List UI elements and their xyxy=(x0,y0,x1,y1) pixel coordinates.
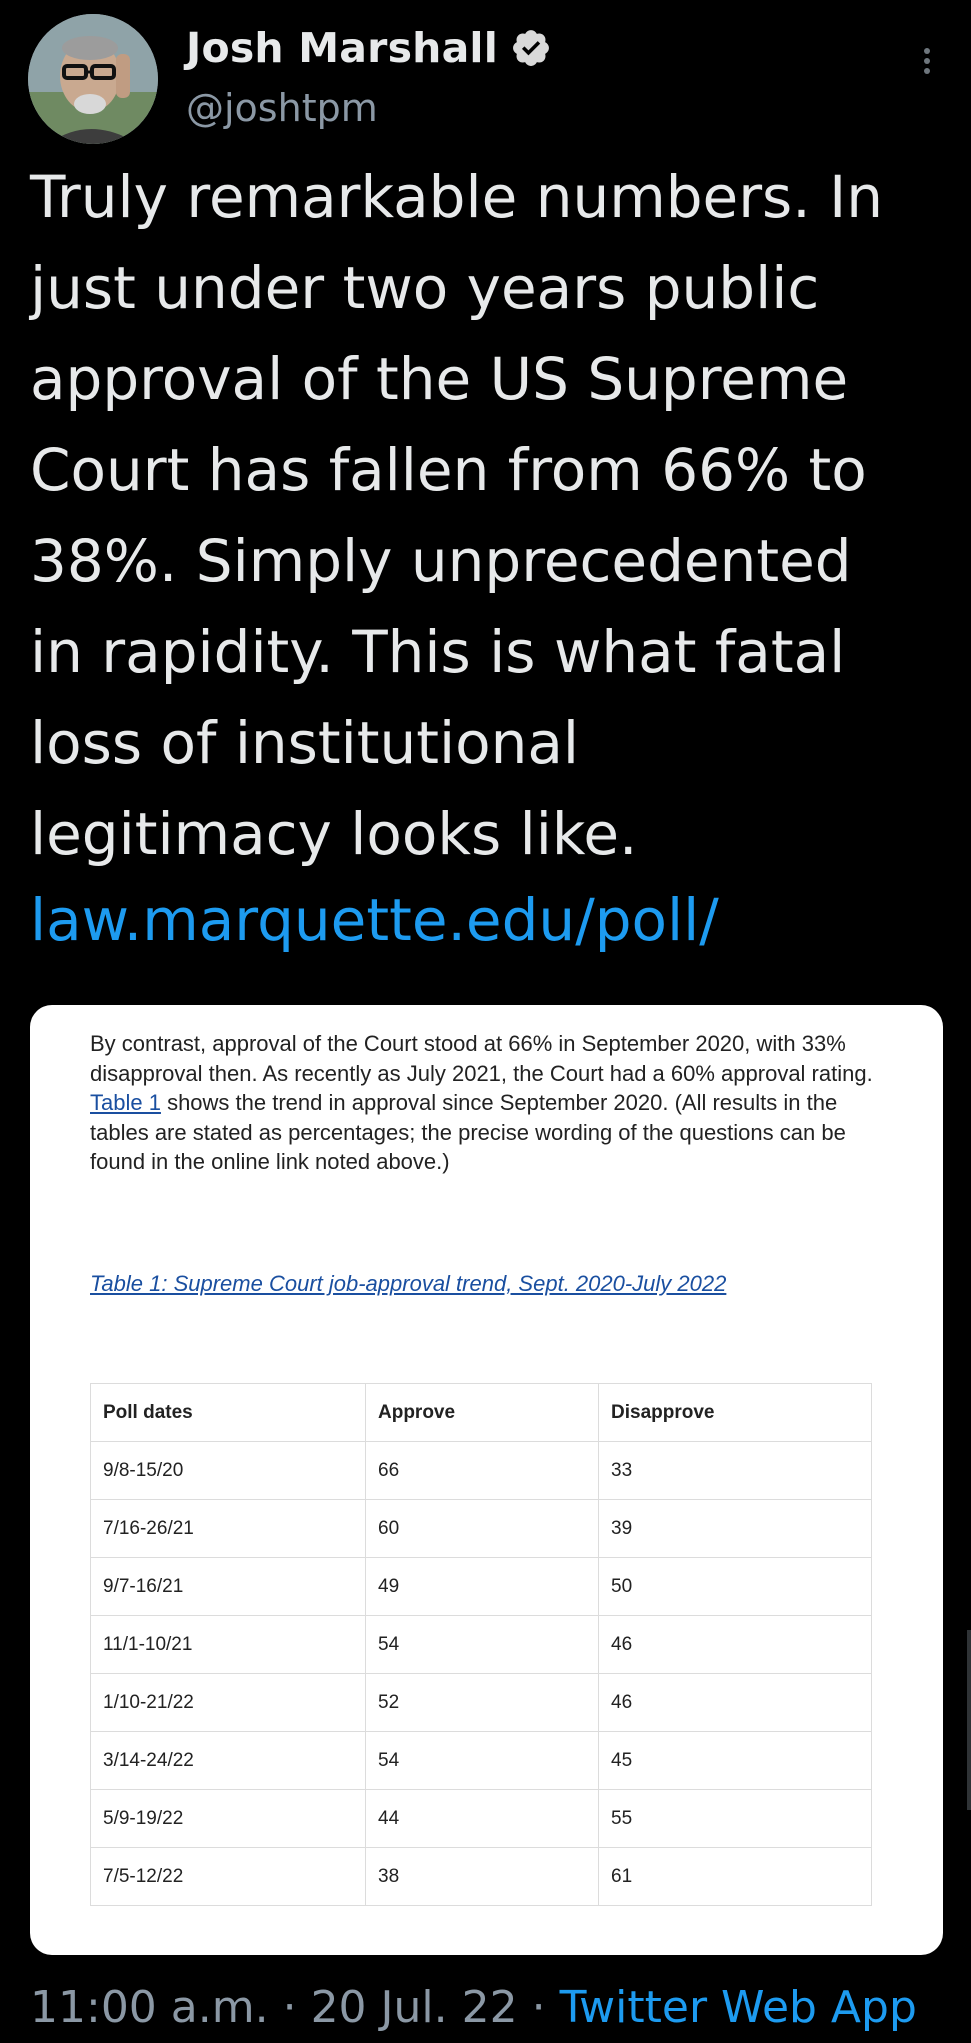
cell-poll-dates: 1/10-21/22 xyxy=(91,1674,366,1732)
cell-approve: 49 xyxy=(366,1558,599,1616)
cell-poll-dates: 7/5-12/22 xyxy=(91,1848,366,1906)
table-header-row xyxy=(91,1384,872,1442)
cell-approve: 44 xyxy=(366,1790,599,1848)
header-poll-dates: Poll dates xyxy=(91,1384,366,1442)
cell-poll-dates: 9/7-16/21 xyxy=(91,1558,366,1616)
card-paragraph-text-1: By contrast, approval of the Court stood at 66% in September 2020, with 33% disapproval then. As recently as July 2021, the Court had a 60% approval rating. xyxy=(90,1031,873,1086)
table-row xyxy=(91,1790,872,1848)
approval-table xyxy=(90,1383,872,1906)
tweet-source-app[interactable]: Twitter Web App xyxy=(559,1982,917,2033)
cell-disapprove: 46 xyxy=(599,1674,872,1732)
tweet-link[interactable]: law.marquette.edu/poll/ xyxy=(30,886,719,954)
card-paragraph xyxy=(90,1029,890,1177)
author-name-row xyxy=(186,24,552,72)
table-row xyxy=(91,1848,872,1906)
author-display-name[interactable]: Josh Marshall xyxy=(186,24,498,72)
table-row xyxy=(91,1674,872,1732)
cell-approve: 54 xyxy=(366,1732,599,1790)
table-row xyxy=(91,1732,872,1790)
author-handle[interactable]: @joshtpm xyxy=(186,86,378,130)
attached-image-card[interactable] xyxy=(30,1005,943,1955)
cell-poll-dates: 11/1-10/21 xyxy=(91,1616,366,1674)
cell-approve: 38 xyxy=(366,1848,599,1906)
cell-disapprove: 33 xyxy=(599,1442,872,1500)
table-row xyxy=(91,1558,872,1616)
user-avatar-icon xyxy=(28,14,158,144)
table-row xyxy=(91,1442,872,1500)
cell-approve: 66 xyxy=(366,1442,599,1500)
table-row xyxy=(91,1616,872,1674)
cell-poll-dates: 7/16-26/21 xyxy=(91,1500,366,1558)
tweet-meta xyxy=(30,1982,917,2033)
table-row xyxy=(91,1500,872,1558)
cell-poll-dates: 3/14-24/22 xyxy=(91,1732,366,1790)
meta-separator: · xyxy=(268,1982,311,2033)
header-disapprove: Disapprove xyxy=(599,1384,872,1442)
cell-poll-dates: 9/8-15/20 xyxy=(91,1442,366,1500)
cell-disapprove: 45 xyxy=(599,1732,872,1790)
tweet-header xyxy=(28,14,943,144)
table-caption: Table 1: Supreme Court job-approval trend, Sept. 2020-July 2022 xyxy=(90,1271,727,1296)
tweet-time[interactable]: 11:00 a.m. xyxy=(30,1982,269,2033)
cell-approve: 52 xyxy=(366,1674,599,1732)
table-1-link: Table 1 xyxy=(90,1090,161,1115)
cell-disapprove: 46 xyxy=(599,1616,872,1674)
tweet-date[interactable]: 20 Jul. 22 xyxy=(310,1982,518,2033)
cell-disapprove: 61 xyxy=(599,1848,872,1906)
more-options-icon[interactable] xyxy=(917,44,937,84)
meta-separator: · xyxy=(517,1982,560,2033)
avatar[interactable] xyxy=(28,14,158,144)
scrollbar[interactable] xyxy=(967,1630,971,1810)
cell-disapprove: 50 xyxy=(599,1558,872,1616)
cell-disapprove: 55 xyxy=(599,1790,872,1848)
cell-poll-dates: 5/9-19/22 xyxy=(91,1790,366,1848)
cell-approve: 60 xyxy=(366,1500,599,1558)
cell-approve: 54 xyxy=(366,1616,599,1674)
header-approve: Approve xyxy=(366,1384,599,1442)
verified-badge-icon xyxy=(510,27,552,69)
card-paragraph-text-2: shows the trend in approval since September 2020. (All results in the tables are stated as percentages; the precise wording of the questions can be found in the online link noted above.) xyxy=(90,1090,846,1174)
cell-disapprove: 39 xyxy=(599,1500,872,1558)
tweet-text: Truly remarkable numbers. In just under two years public approval of the US Supreme Court has fallen from 66% to 38%. Simply unprecedented in rapidity. This is what fatal loss of institutional legitimacy looks like. xyxy=(30,163,884,868)
